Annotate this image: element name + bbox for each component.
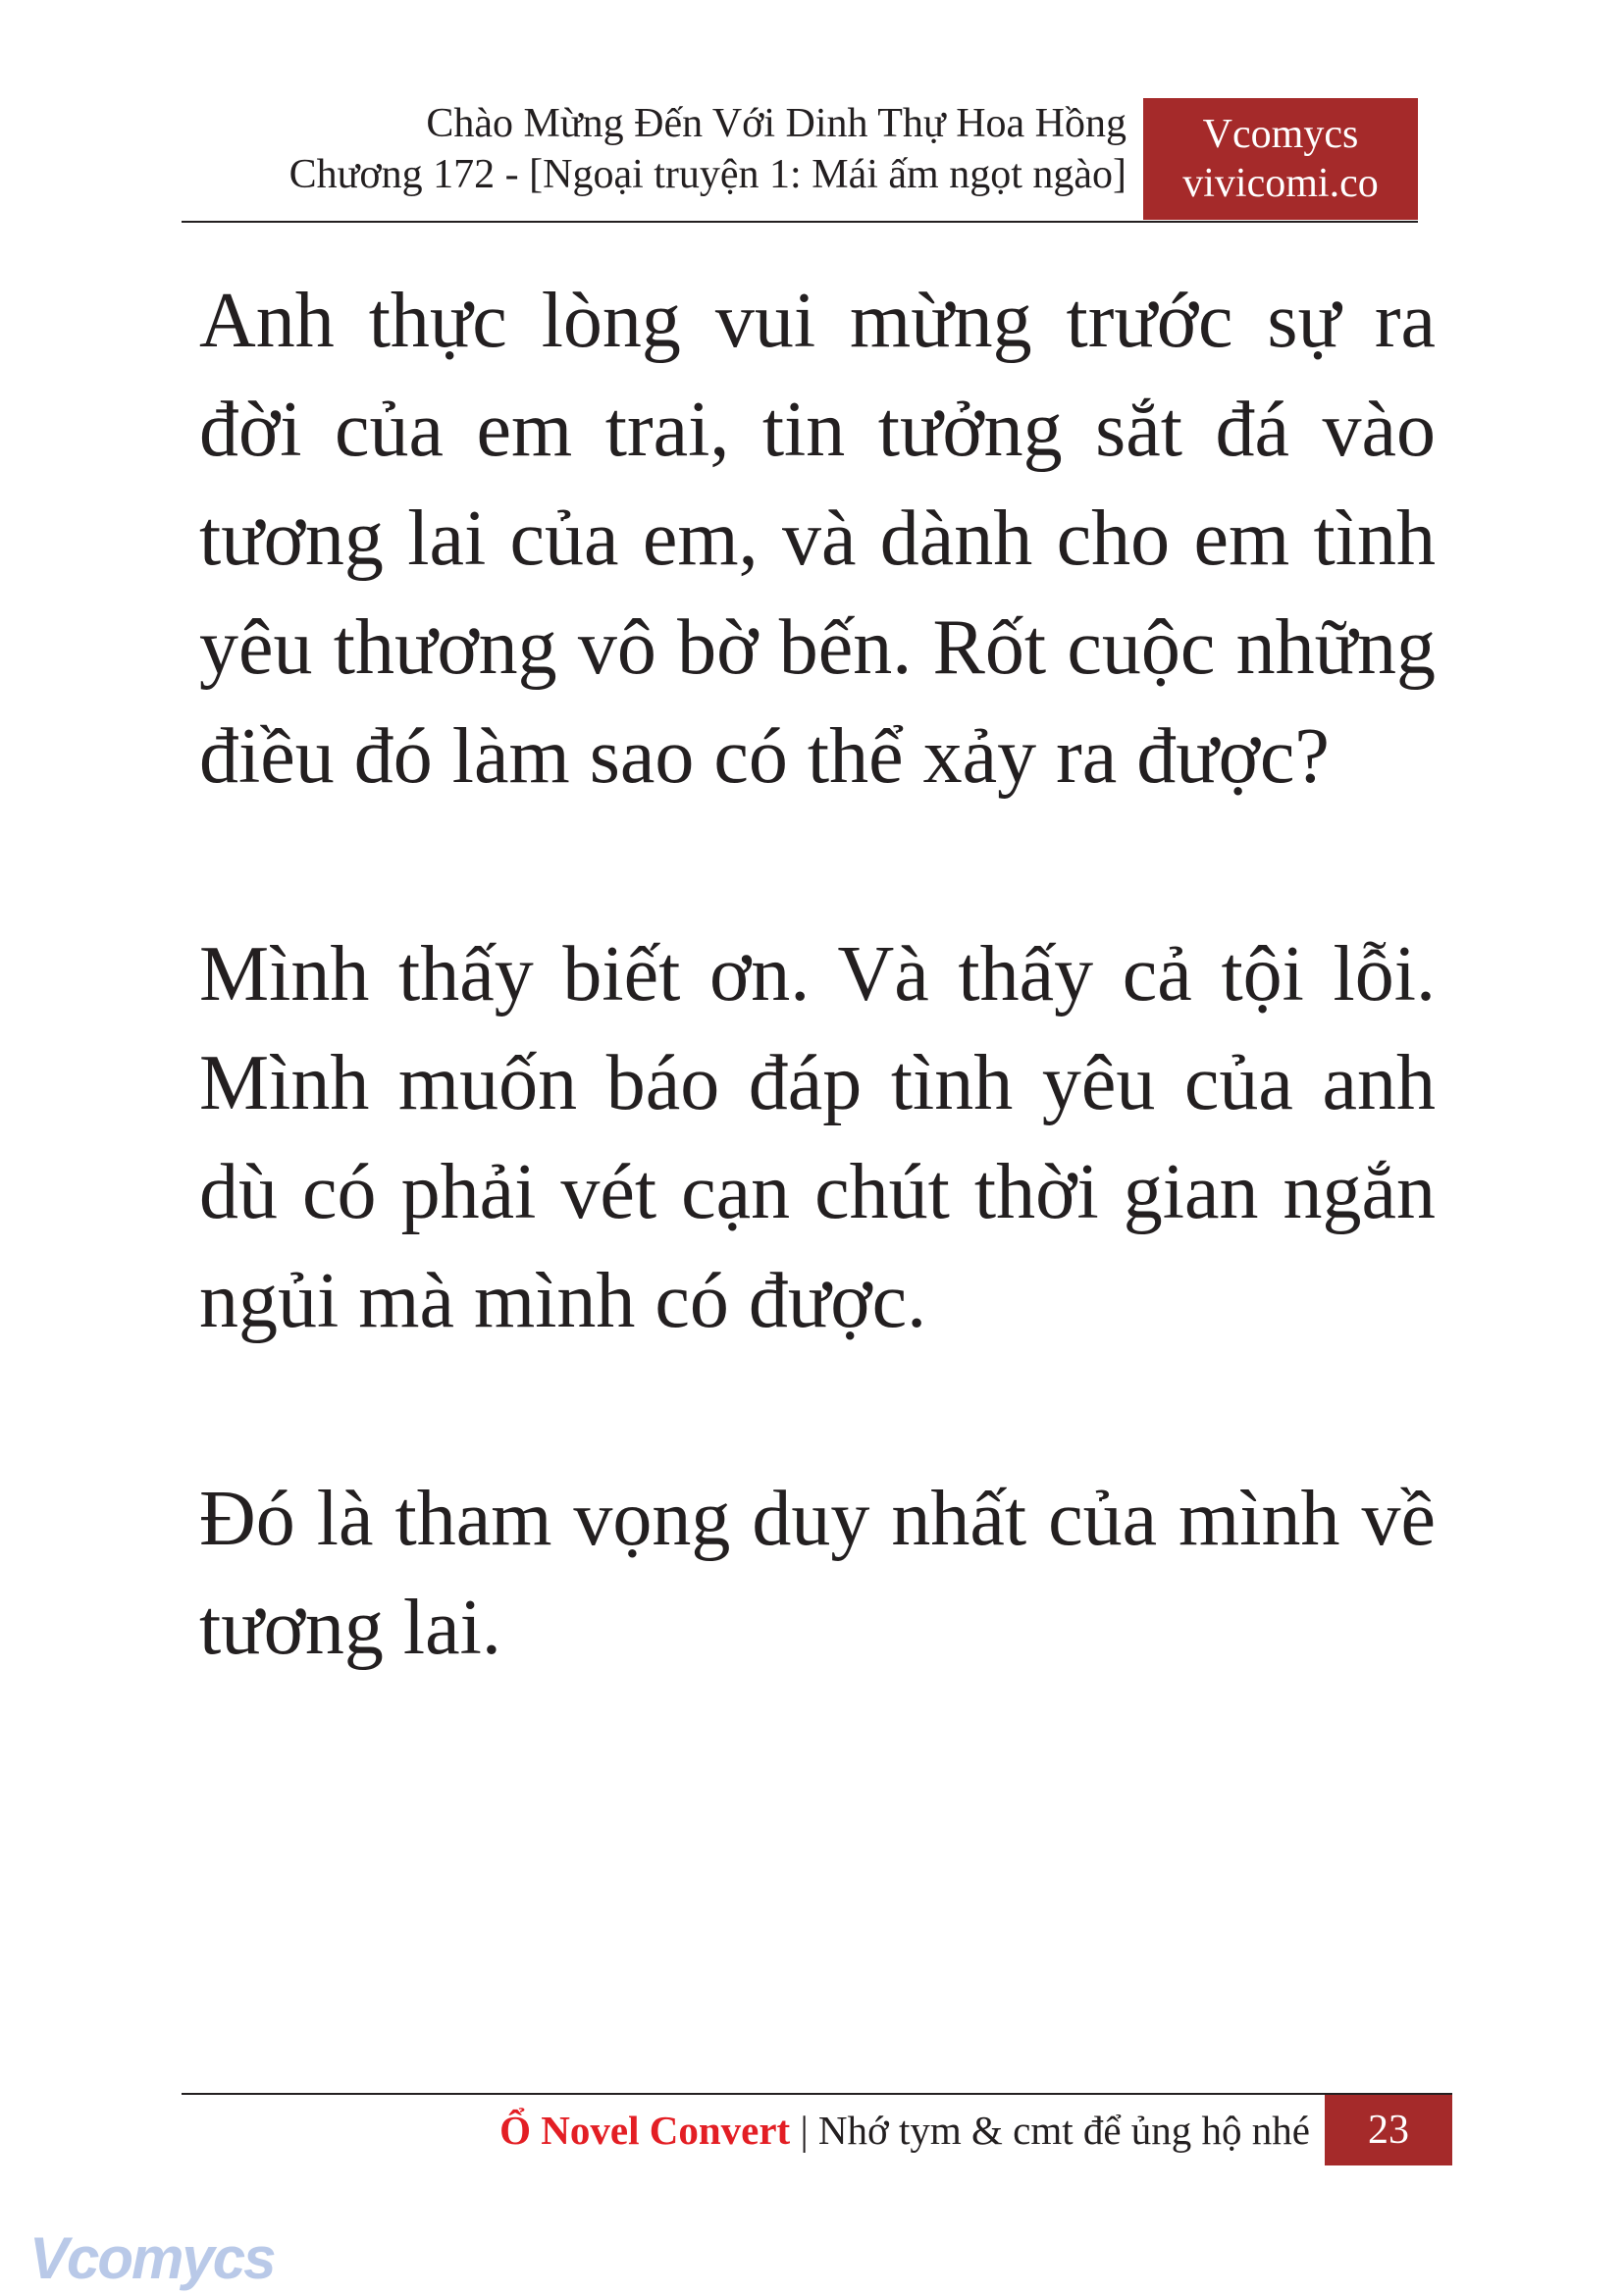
page-body xyxy=(199,267,1436,1792)
footer-note: Nhớ tym & cmt để ủng hộ nhé xyxy=(817,2108,1310,2153)
paragraph-2: Mình thấy biết ơn. Và thấy cả tội lỗi. Mình muốn báo đáp tình yêu của anh dù có phải vét cạn chút thời gian ngắn ngủi mà mình có được. xyxy=(199,931,1436,1344)
paragraph-3: Đó là tham vọng duy nhất của mình về tương lai. xyxy=(199,1476,1436,1671)
chapter-title: Chương 172 - [Ngoại truyện 1: Mái ấm ngọt ngào] xyxy=(288,152,1126,197)
footer-text xyxy=(499,2105,1310,2156)
watermark-logo: Vcomycs xyxy=(29,2225,275,2291)
header-divider xyxy=(182,221,1418,223)
brand-name: Vcomycs xyxy=(1202,112,1359,157)
brand-site: vivicomi.co xyxy=(1182,161,1379,206)
page-number: 23 xyxy=(1325,2095,1452,2165)
page-header xyxy=(182,98,1418,220)
footer-separator: | xyxy=(800,2108,809,2153)
novel-title: Chào Mừng Đến Với Dinh Thự Hoa Hồng xyxy=(426,101,1126,146)
header-titles xyxy=(289,98,1126,200)
header-brand-box xyxy=(1143,98,1418,220)
paragraph-1: Anh thực lòng vui mừng trước sự ra đời của em trai, tin tưởng sắt đá vào tương lai của em, và dành cho em tình yêu thương vô bờ bến. Rốt cuộc những điều đó làm sao có thể xảy ra được? xyxy=(199,278,1436,800)
page-footer xyxy=(182,2095,1452,2165)
footer-brand: Ổ Novel Convert xyxy=(499,2108,791,2153)
